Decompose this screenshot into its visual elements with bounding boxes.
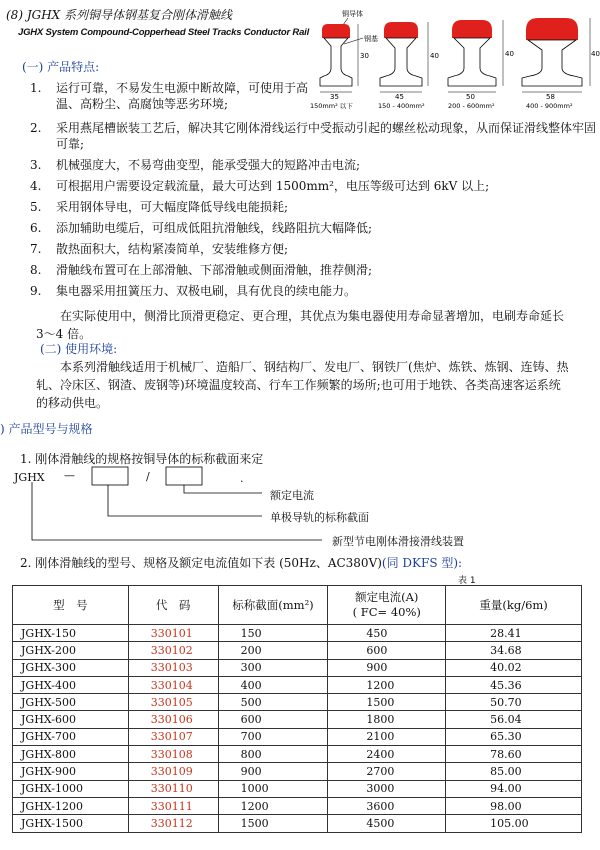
cell-weight: 85.00 <box>446 763 582 780</box>
cell-weight: 45.36 <box>446 676 582 693</box>
cell-section: 200 <box>218 642 328 659</box>
cell-weight: 78.60 <box>446 746 582 763</box>
cell-current: 3600 <box>328 797 446 814</box>
table-header-row <box>13 586 582 625</box>
rail-3 <box>448 20 514 110</box>
rail-1-height: 30 <box>360 52 369 60</box>
rail-2-width: 45 <box>395 93 404 101</box>
cell-section: 800 <box>218 746 328 763</box>
table-row <box>13 746 582 763</box>
table-row <box>13 728 582 745</box>
feature-text: 采用钢体导电，可大幅度降低导线电能损耗; <box>56 200 289 214</box>
cell-weight: 56.04 <box>446 711 582 728</box>
table-row <box>13 815 582 832</box>
steel-label: 钢基 <box>364 35 378 43</box>
feature-text: 滑触线布置可在上部滑触、下部滑触或侧面滑触，推荐侧滑; <box>56 263 373 277</box>
cell-model: JGHX-800 <box>13 746 129 763</box>
cell-section: 1500 <box>218 815 328 832</box>
cell-section: 1000 <box>218 780 328 797</box>
cell-code: 330102 <box>128 642 218 659</box>
cell-code: 330111 <box>128 797 218 814</box>
feature-text: 运行可靠，不易发生电源中断故障，可使用于高温、高粉尘、高腐蚀等恶劣环境; <box>56 81 309 111</box>
cell-model: JGHX-1500 <box>13 815 129 832</box>
cell-code: 330103 <box>128 659 218 676</box>
rail-4-width: 58 <box>546 93 555 101</box>
feature-number: 9. <box>30 284 42 298</box>
models-item-2 <box>20 554 462 571</box>
feature-text: 机械强度大，不易弯曲变型，能承受强大的短路冲击电流; <box>56 158 361 172</box>
cell-section: 400 <box>218 676 328 693</box>
cell-weight: 65.30 <box>446 728 582 745</box>
cell-code: 330108 <box>128 746 218 763</box>
models-item-2-note: (同 DKFS 型): <box>381 556 463 570</box>
legend-nominal-section: 单极导轨的标称截面 <box>270 511 369 524</box>
header-code: 代 码 <box>128 586 218 625</box>
rail-4 <box>522 18 600 110</box>
cell-weight: 34.68 <box>446 642 582 659</box>
cell-model: JGHX-1200 <box>13 797 129 814</box>
cell-model: JGHX-700 <box>13 728 129 745</box>
header-section: 标称截面(mm²) <box>218 586 328 625</box>
feature-text: 可根据用户需要设定载流量，最大可达到 1500mm²，电压等级可达到 6kV 以上; <box>56 179 490 193</box>
feature-number: 6. <box>30 221 42 235</box>
cell-weight: 50.70 <box>446 694 582 711</box>
models-item-2-text: 2. 刚体滑触线的型号、规格及额定电流值如下表 (50Hz、AC380V) <box>20 556 382 570</box>
cell-section: 500 <box>218 694 328 711</box>
cell-code: 330104 <box>128 676 218 693</box>
cell-section: 1200 <box>218 797 328 814</box>
cell-code: 330105 <box>128 694 218 711</box>
rail-2-section: 150 - 400mm² <box>378 102 425 110</box>
table-row <box>13 711 582 728</box>
feature-number: 2. <box>30 121 42 135</box>
cell-current: 2400 <box>328 746 446 763</box>
header-model: 型 号 <box>13 586 129 625</box>
rail-1-width: 35 <box>330 93 339 101</box>
feature-item <box>30 80 350 114</box>
cell-current: 4500 <box>328 815 446 832</box>
rail-2-height: 40 <box>430 52 439 60</box>
cell-current: 450 <box>328 625 446 642</box>
table-row <box>13 659 582 676</box>
header-current-line2: ( FC= 40%) <box>352 605 421 619</box>
cell-weight: 94.00 <box>446 780 582 797</box>
cell-code: 330109 <box>128 763 218 780</box>
table-row <box>13 625 582 642</box>
models-heading: ) 产品型号与规格 <box>0 422 93 436</box>
rail-1-section: 150mm² 以下 <box>310 102 353 110</box>
code-slash: / <box>146 470 150 483</box>
cell-current: 2100 <box>328 728 446 745</box>
table-row <box>13 780 582 797</box>
header-weight: 重量(kg/6m) <box>446 586 582 625</box>
cell-section: 900 <box>218 763 328 780</box>
code-dash: — <box>64 469 75 482</box>
cell-current: 3000 <box>328 780 446 797</box>
models-item-1: 1. 刚体滑触线的规格按铜导体的标称截面来定 <box>20 452 264 466</box>
feature-text: 添加辅助电缆后，可组成低阻抗滑触线，线路阻抗大幅降低; <box>56 221 373 235</box>
copper-label: 铜导体 <box>342 10 363 18</box>
cell-current: 1500 <box>328 694 446 711</box>
cell-weight: 28.41 <box>446 625 582 642</box>
cell-weight: 98.00 <box>446 797 582 814</box>
code-prefix: JGHX <box>14 471 45 484</box>
features-heading: (一) 产品特点: <box>22 60 100 74</box>
cell-weight: 105.00 <box>446 815 582 832</box>
legend-rated-current: 额定电流 <box>270 489 314 502</box>
cell-model: JGHX-900 <box>13 763 129 780</box>
rail-3-height: 40 <box>505 50 514 58</box>
table-row <box>13 676 582 693</box>
rail-2 <box>378 22 439 110</box>
cell-current: 2700 <box>328 763 446 780</box>
table-row <box>13 642 582 659</box>
page-title: (8) JGHX 系列铜导体钢基复合刚体滑触线 <box>6 8 233 22</box>
cell-section: 700 <box>218 728 328 745</box>
header-current-line1: 额定电流(A) <box>355 590 419 604</box>
cell-code: 330110 <box>128 780 218 797</box>
feature-number: 1. <box>30 81 42 95</box>
environment-heading: (二) 使用环境: <box>40 342 118 356</box>
cell-model: JGHX-500 <box>13 694 129 711</box>
cell-current: 1200 <box>328 676 446 693</box>
cell-current: 900 <box>328 659 446 676</box>
code-dot: . <box>240 472 244 485</box>
spec-table <box>12 585 582 833</box>
rail-diagram <box>308 6 600 110</box>
table-caption: 表 1 <box>458 576 476 586</box>
table-row <box>13 694 582 711</box>
cell-current: 600 <box>328 642 446 659</box>
features-summary: 在实际使用中，侧滑比顶滑更稳定、更合理，其优点为集电器使用寿命显著增加，电刷寿命延长 3～4 倍。 <box>36 309 565 341</box>
cell-code: 330101 <box>128 625 218 642</box>
cell-code: 330112 <box>128 815 218 832</box>
feature-text: 采用燕尾槽嵌装工艺后，解决其它刚体滑线运行中受振动引起的螺丝松动现象，从而保证滑线整体牢固可靠; <box>56 121 597 151</box>
cell-code: 330106 <box>128 711 218 728</box>
cell-section: 150 <box>218 625 328 642</box>
cell-section: 600 <box>218 711 328 728</box>
feature-number: 7. <box>30 242 42 256</box>
cell-model: JGHX-300 <box>13 659 129 676</box>
feature-number: 8. <box>30 263 42 277</box>
cell-section: 300 <box>218 659 328 676</box>
cell-weight: 40.02 <box>446 659 582 676</box>
cell-model: JGHX-1000 <box>13 780 129 797</box>
cell-model: JGHX-400 <box>13 676 129 693</box>
environment-text: 本系列滑触线适用于机械厂、造船厂、钢结构厂、发电厂、钢铁厂(焦炉、炼铁、炼钢、连铸、热轧、冷床区、钢渣、废钢等)环境温度较高、行车工作频繁的场所;也可用于地铁、各类高速客运系统的移动供电。 <box>36 360 569 410</box>
feature-number: 4. <box>30 179 42 193</box>
rail-3-section: 200 - 600mm² <box>448 102 495 110</box>
feature-text: 集电器采用扭簧压力、双极电刷，具有优良的续电能力。 <box>56 284 357 298</box>
model-code-diagram <box>0 460 600 548</box>
header-current <box>328 586 446 625</box>
rail-4-section: 400 - 900mm² <box>526 102 573 110</box>
cell-model: JGHX-150 <box>13 625 129 642</box>
cell-code: 330107 <box>128 728 218 745</box>
table-row <box>13 797 582 814</box>
spec-table-body <box>13 625 582 833</box>
page-subtitle: JGHX System Compound-Copperhead Steel Tracks Conductor Rail <box>18 27 310 38</box>
table-row <box>13 763 582 780</box>
rail-4-height: 40 <box>591 50 600 58</box>
cell-current: 1800 <box>328 711 446 728</box>
rail-3-width: 50 <box>466 93 475 101</box>
legend-device: 新型节电刚体滑接滑线装置 <box>332 535 464 548</box>
feature-text: 散热面积大，结构紧凑简单，安装维修方便; <box>56 242 289 256</box>
cell-model: JGHX-600 <box>13 711 129 728</box>
feature-number: 5. <box>30 200 42 214</box>
feature-number: 3. <box>30 158 42 172</box>
cell-model: JGHX-200 <box>13 642 129 659</box>
